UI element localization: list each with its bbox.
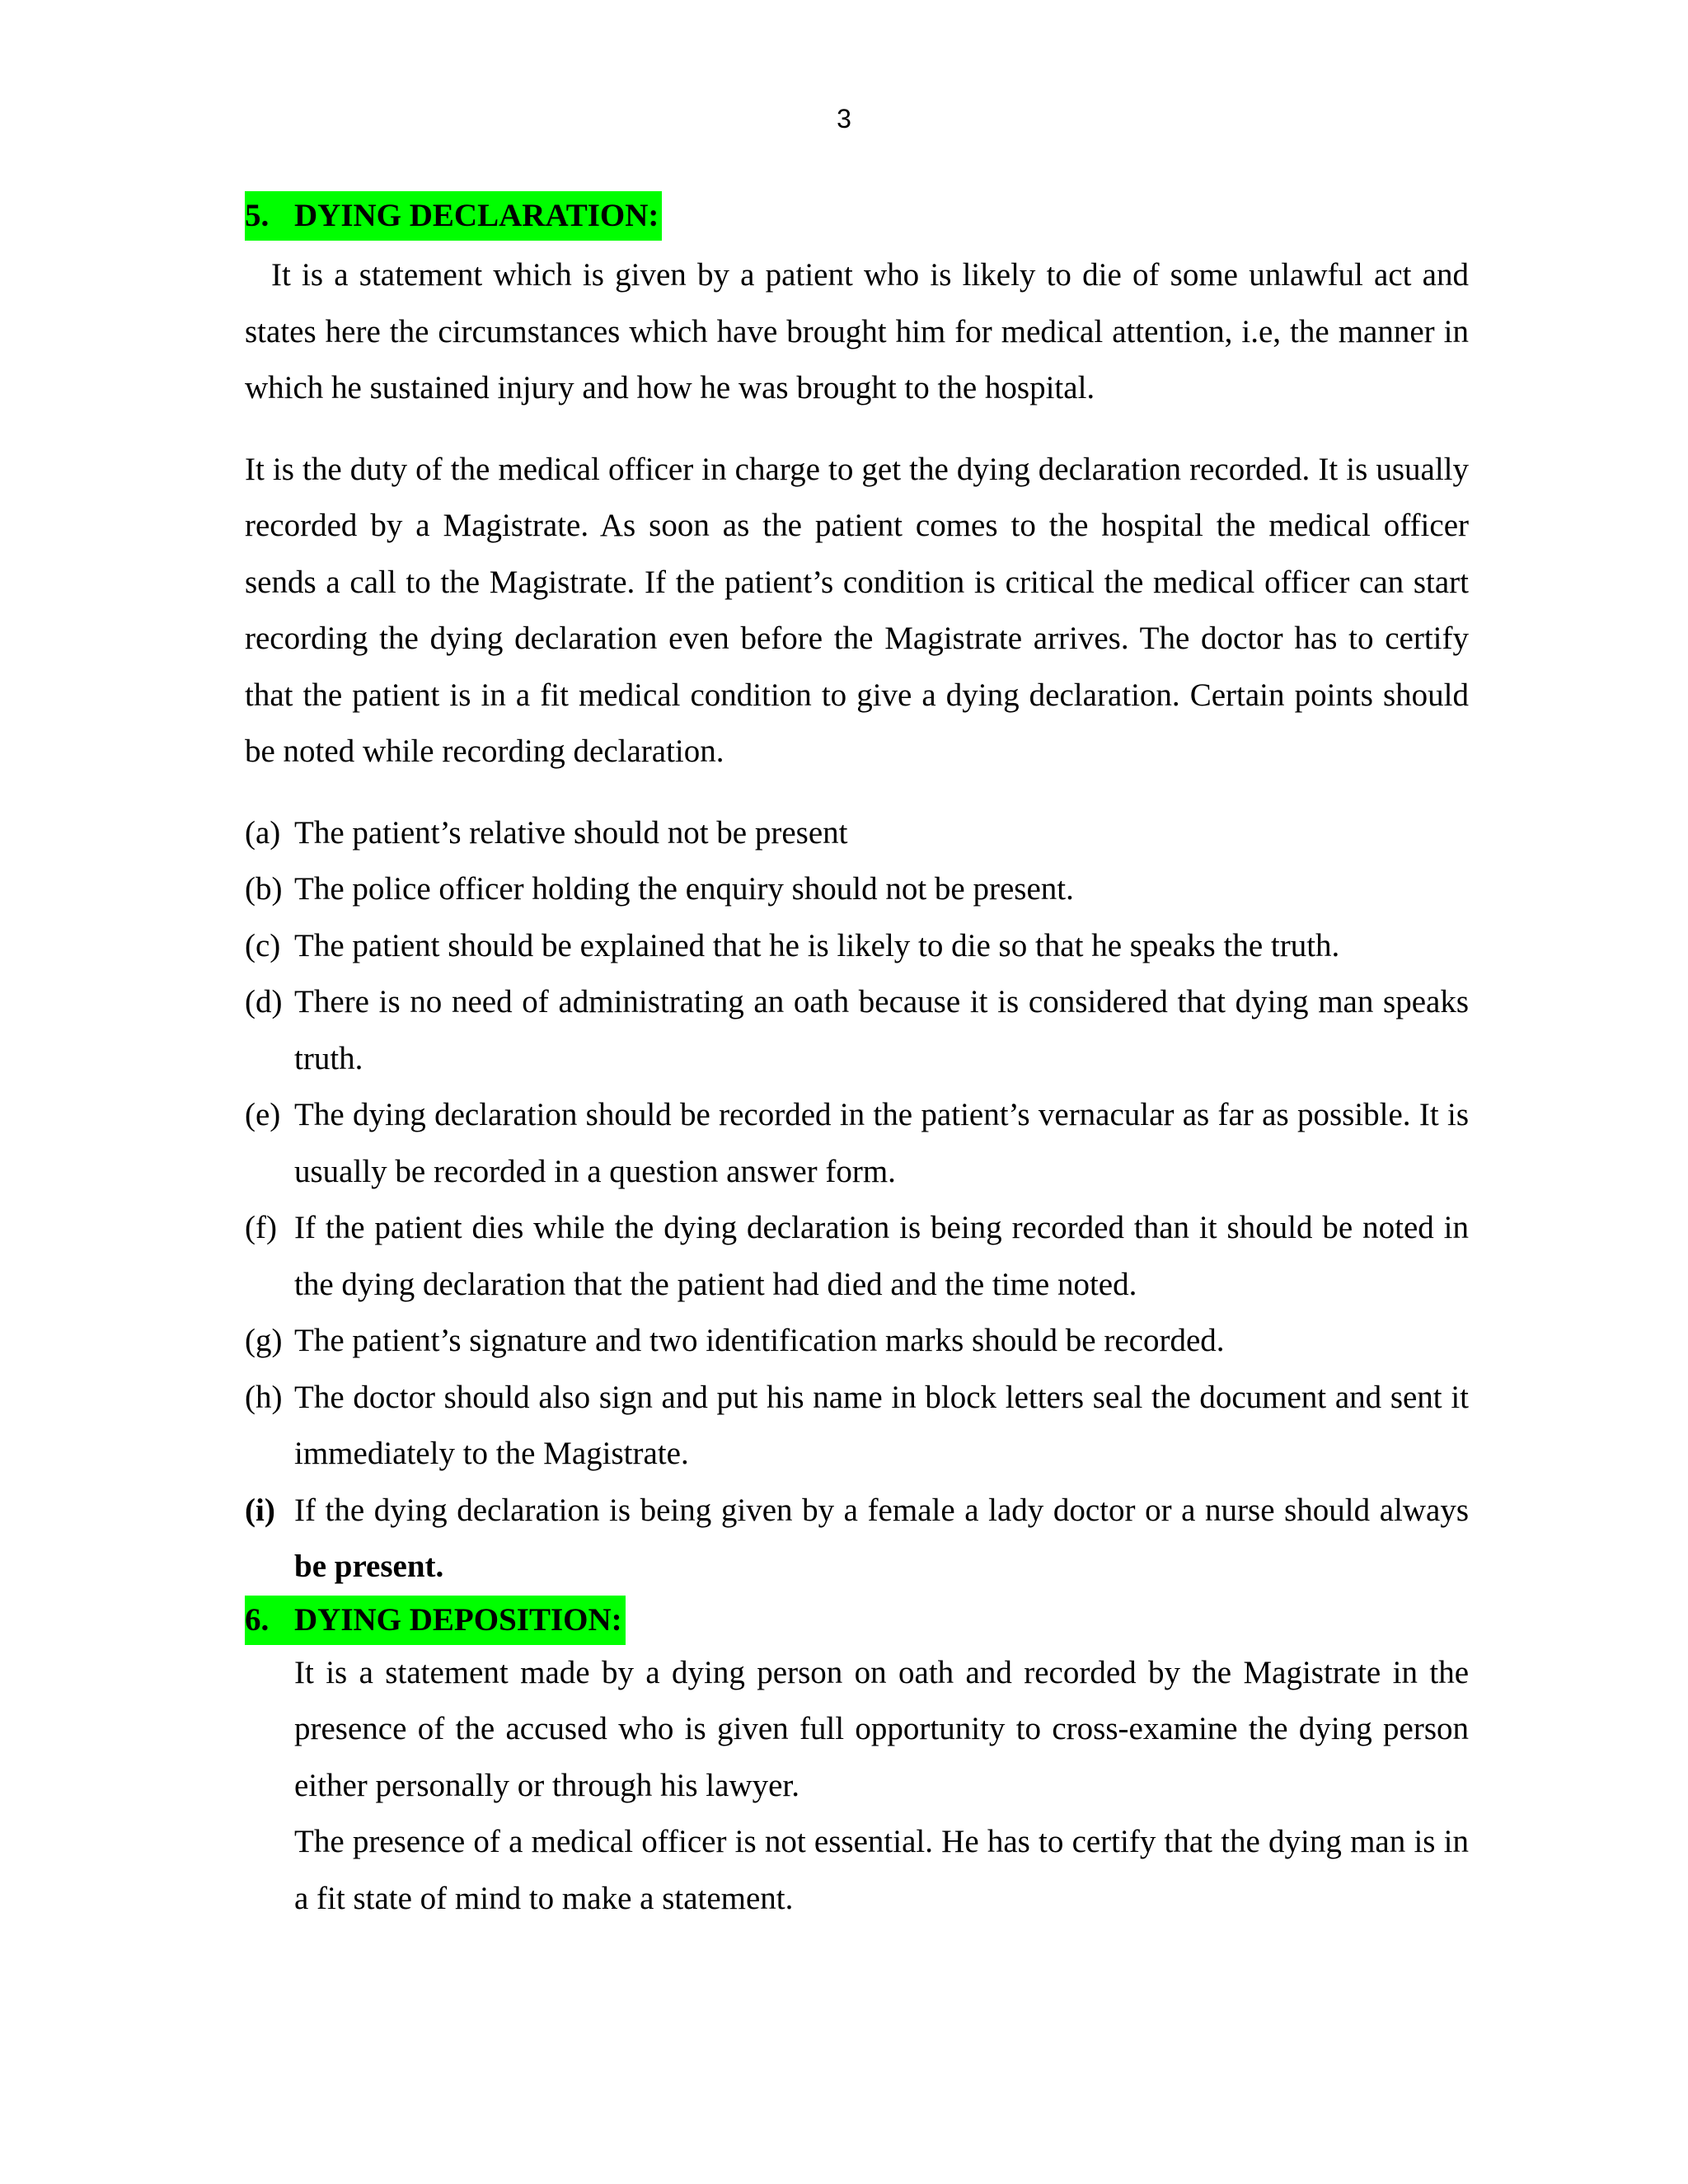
list-item-text: The patient should be explained that he is likely to die so that he speaks the truth. <box>294 927 1340 963</box>
section-6-title: DYING DEPOSITION: <box>294 1601 622 1638</box>
list-item-marker: (f) <box>245 1210 277 1245</box>
list-item-text: If the patient dies while the dying declaration is being recorded than it should be noted in the dying declaration that the patient had died and the time noted. <box>294 1210 1469 1302</box>
section-5-title: DYING DECLARATION: <box>294 198 659 233</box>
declaration-points-list <box>245 805 1469 1596</box>
list-item <box>245 974 1469 1087</box>
list-item-marker: (e) <box>245 1097 281 1132</box>
section-6-body <box>245 1645 1469 1928</box>
list-item <box>245 1200 1469 1313</box>
list-item <box>245 1087 1469 1200</box>
section-5-number: 5. <box>245 198 270 233</box>
list-item <box>245 1313 1469 1370</box>
list-item-marker: (c) <box>245 927 281 963</box>
list-item <box>245 805 1469 862</box>
list-item-bold-text: be present. <box>294 1549 444 1584</box>
list-item <box>245 1370 1469 1483</box>
section-5-highlight <box>245 191 662 241</box>
list-item-text-container <box>294 1483 1469 1596</box>
section-5-heading <box>245 191 1469 241</box>
list-item-marker: (g) <box>245 1323 283 1358</box>
list-item <box>245 918 1469 975</box>
list-item-marker: (b) <box>245 871 283 907</box>
section-6-highlight <box>245 1596 626 1645</box>
section-6-number: 6. <box>245 1601 270 1638</box>
list-item-text: The patient’s relative should not be present <box>294 814 848 851</box>
section-5-paragraph-2: It is the duty of the medical officer in charge to get the dying declaration recorded. It is usually recorded by a Magistrate. As soon as the patient comes to the hospital the medical officer sends a call to the Magistrate. If the patient’s condition is critical the medical officer can start recording the dying declaration even before the Magistrate arrives. The doctor has to certify that the patient is in a fit medical condition to give a dying declaration. Certain points should be noted while recording declaration. <box>245 451 1469 769</box>
list-item-text: The police officer holding the enquiry should not be present. <box>294 871 1074 907</box>
document-body <box>245 191 1469 1927</box>
list-item-marker: (d) <box>245 984 283 1019</box>
section-6-paragraph-1: It is a statement made by a dying person on oath and recorded by the Magistrate in the presence of the accused who is given full opportunity to cross-examine the dying person either personally or through his lawyer. <box>294 1654 1469 1803</box>
list-item <box>245 861 1469 918</box>
list-item-marker: (a) <box>245 814 281 851</box>
page-number: 3 <box>837 104 851 134</box>
section-6-paragraph-2: The presence of a medical officer is not essential. He has to certify that the dying man is in a fit state of mind to make a statement. <box>294 1824 1469 1916</box>
section-5-paragraph-1: It is a statement which is given by a patient who is likely to die of some unlawful act and states here the circumstances which have brought him for medical attention, i.e, the manner in which he sustained injury and how he was brought to the hospital. <box>245 257 1469 405</box>
list-item <box>245 1483 1469 1596</box>
list-item-text: The doctor should also sign and put his name in block letters seal the document and sent it immediately to the Magistrate. <box>294 1379 1469 1471</box>
list-item-marker: (h) <box>245 1379 283 1415</box>
list-item-text: The patient’s signature and two identification marks should be recorded. <box>294 1323 1225 1358</box>
list-item-text: There is no need of administrating an oath because it is considered that dying man speaks truth. <box>294 984 1469 1076</box>
section-6-heading <box>245 1596 1469 1645</box>
list-item-text: The dying declaration should be recorded in the patient’s vernacular as far as possible. It is usually be recorded in a question answer form. <box>294 1097 1469 1189</box>
list-item-text: If the dying declaration is being given by a female a lady doctor or a nurse should always <box>294 1492 1469 1528</box>
list-item-marker: (i) <box>245 1492 275 1528</box>
